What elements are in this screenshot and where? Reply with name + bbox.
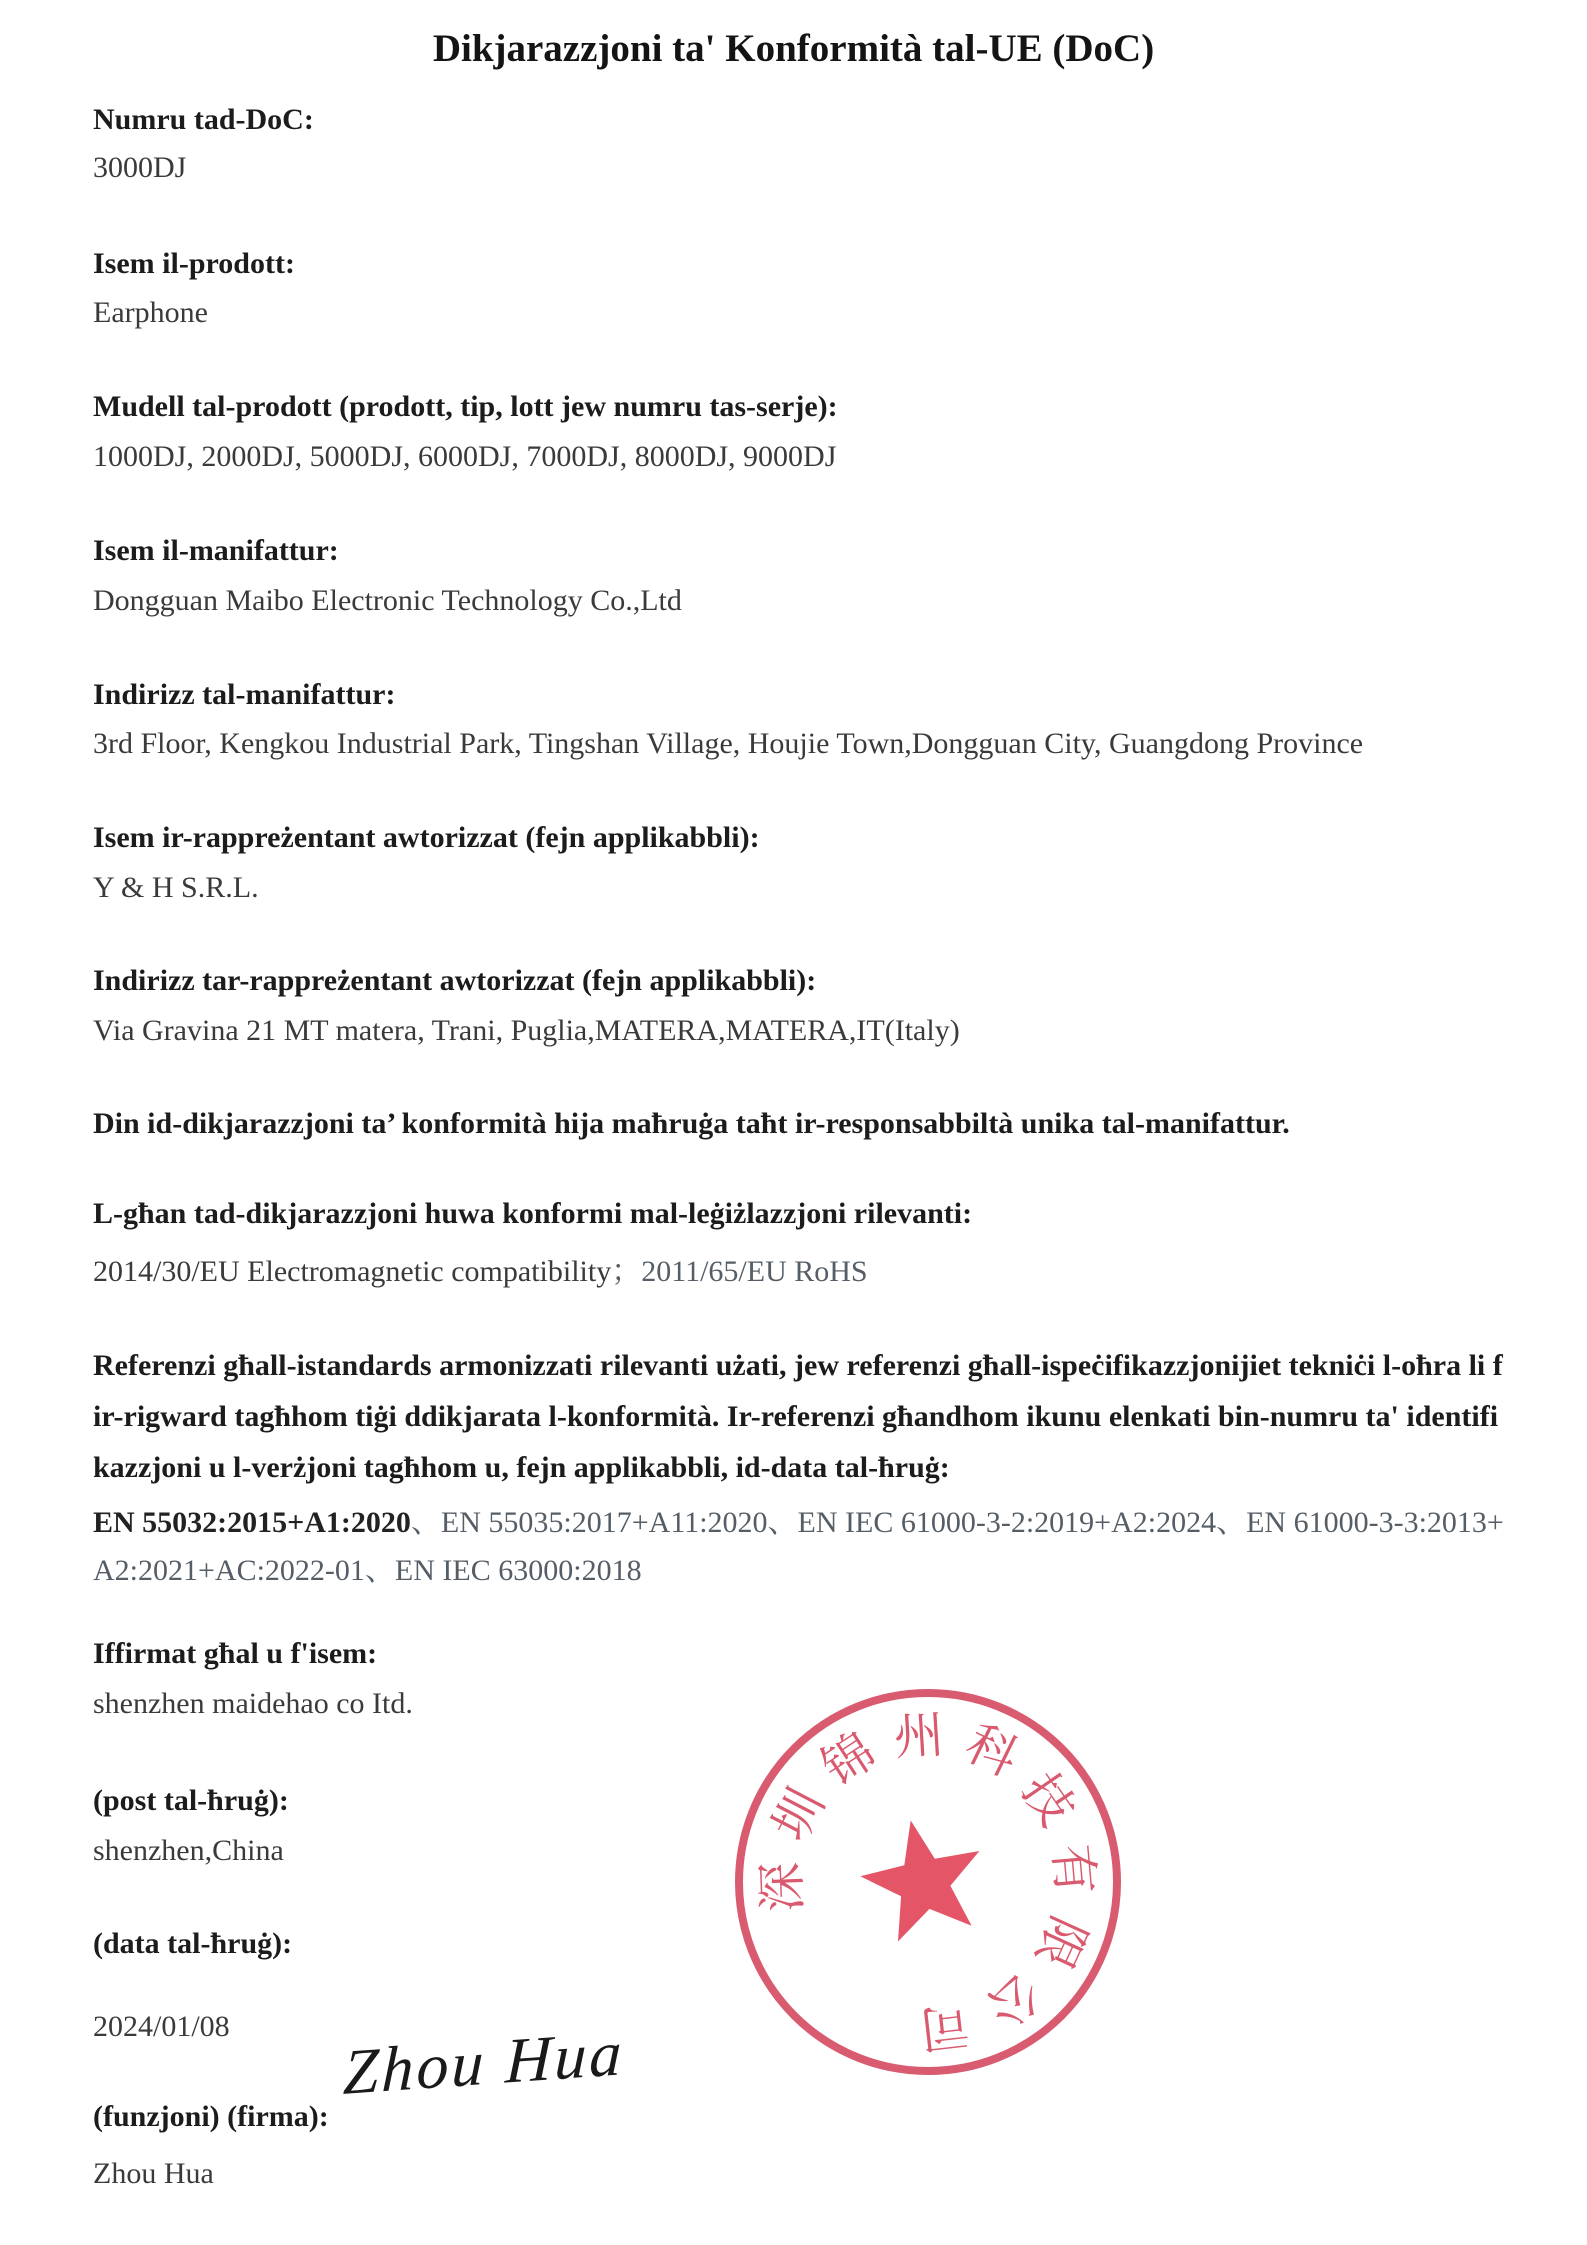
stamp-svg [728,1682,1128,2082]
handwritten-signature: Zhou Hua [342,2016,626,2108]
stamp-char-3: 州 [892,1705,946,1767]
doc-number-label: Numru tad-DoC: [93,103,314,136]
representative-name-value: Y & H S.R.L. [93,871,259,904]
stamp-char-4: 科 [956,1713,1028,1788]
stamp-char-1: 圳 [761,1779,836,1851]
product-name-value: Earphone [93,296,208,329]
representative-address-label: Indirizz tar-rappreżentant awtorizzat (fejn applikabbli): [93,964,817,997]
stamp-char-7: 限 [1024,1907,1098,1978]
place-of-issue-value: shenzhen,China [93,1834,284,1867]
stamp-char-9: 司 [916,1995,973,2059]
representative-name-label: Isem ir-rappreżentant awtorizzat (fejn applikabbli): [93,821,760,854]
stamp-star-icon [860,1820,979,1941]
stamp-char-5: 技 [1010,1762,1087,1837]
doc-title: Dikjarazzjoni ta' Konformità tal-UE (DoC) [432,27,1155,70]
standards-rest-items: 、EN 55035:2017+A11:2020、EN IEC 61000-3-2:2019+A2:2024、EN 61000-3-3:2013+A2:2021+AC:2022-01、EN IEC 63000:2018 [93,1506,1504,1587]
product-model-label: Mudell tal-prodott (prodott, tip, lott jew numru tas-serje): [93,390,838,423]
legislation-label: L-għan tad-dikjarazzjoni huwa konformi mal-leġiżlazzjoni rilevanti: [93,1197,973,1230]
product-name-label: Isem il-prodott: [93,247,295,280]
legislation-primary: 2014/30/EU Electromagnetic compatibility [93,1255,612,1288]
manufacturer-address-label: Indirizz tal-manifattur: [93,678,396,711]
date-of-issue-value: 2024/01/08 [93,2010,230,2043]
signed-for-value: shenzhen maidehao co Itd. [93,1687,413,1720]
responsibility-statement: Din id-dikjarazzjoni ta’ konformità hija maħruġa taħt ir-responsabbiltà unika tal-manifattur. [93,1107,1290,1140]
legislation-value [93,1246,868,1290]
standards-first-item: EN 55032:2015+A1:2020 [93,1506,411,1539]
legislation-secondary: ；2011/65/EU RoHS [611,1255,868,1288]
stamp-char-8: 公 [976,1961,1052,2039]
manufacturer-name-label: Isem il-manifattur: [93,534,339,567]
representative-address-value: Via Gravina 21 MT matera, Trani, Puglia,MATERA,MATERA,IT(Italy) [93,1014,960,1047]
manufacturer-name-value: Dongguan Maibo Electronic Technology Co.,Ltd [93,584,682,617]
function-signature-label: (funzjoni) (firma): [93,2100,329,2133]
doc-number-value: 3000DJ [93,151,187,184]
place-of-issue-label: (post tal-ħruġ): [93,1784,289,1817]
signed-for-label: Iffirmat għal u f'isem: [93,1637,378,1670]
signatory-name: Zhou Hua [93,2157,214,2190]
company-stamp-seal [728,1682,1128,2082]
date-of-issue-label: (data tal-ħruġ): [93,1927,293,1960]
stamp-char-0: 深 [752,1861,812,1914]
product-model-value: 1000DJ, 2000DJ, 5000DJ, 6000DJ, 7000DJ, 8000DJ, 9000DJ [93,440,837,473]
standards-label: Referenzi għall-istandards armonizzati rilevanti użati, jew referenzi għall-ispeċifikazzjonijiet tekniċi l-oħra li fir-rigward tagħhom tiġi ddikjarata l-konformità. Ir-referenzi għandhom ikunu elenkati bin-numru ta' identifikazzjoni u l-verżjoni tagħhom u, fejn applikabbli, id-data tal-ħruġ: [93,1349,1503,1484]
stamp-char-2: 锦 [811,1721,886,1798]
manufacturer-address-value: 3rd Floor, Kengkou Industrial Park, Tingshan Village, Houjie Town,Dongguan City, Guangdong Province [93,727,1364,760]
stamp-char-6: 有 [1042,1841,1105,1897]
standards-value [93,1499,1505,1595]
